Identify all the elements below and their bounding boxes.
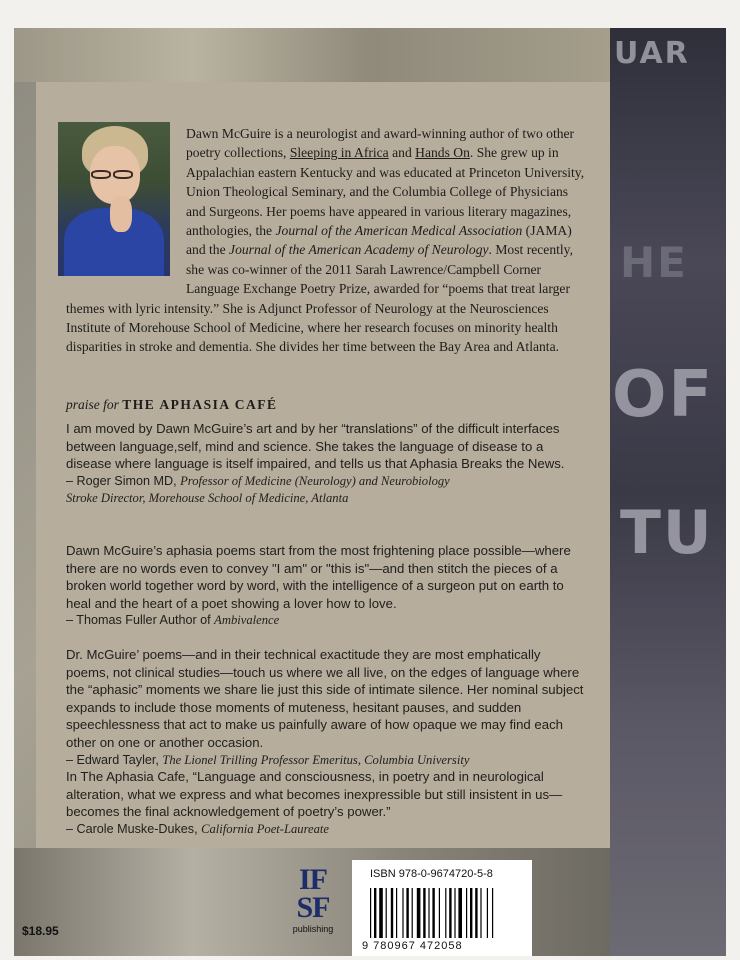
blurb-attribution-title: California Poet-Laureate	[201, 821, 330, 836]
journal-title: Journal of the American Medical Association	[275, 223, 523, 239]
blurb-text: Dr. McGuire’ poems—and in their technical exactitude they are most emphatically poems, not clinical studies—touch us where we all live, on the edges of language where the “aphasic” moments we share lie just this side of intimate silence. Her nominal subject expands to include those moments of muteness, hesitant pauses, and sudden speechlessness that act to make us painfully aware of how opaque we may find each other on one or another occasion.	[66, 647, 584, 750]
blurb-text: Dawn McGuire’s aphasia poems start from the most frightening place possible—where there are no words even to convey "I am" or "this is"—and then stitch the pieces of a broken world together word by word, with the intelligence of a surgeon put on earth to heal and the heart of a poet showing a lover how to love.	[66, 543, 571, 611]
publisher-logo	[282, 863, 344, 952]
blurb-attribution-title: The Lionel Trilling Professor Emeritus, Columbia University	[162, 752, 470, 767]
wall-letter: TU	[620, 498, 714, 568]
isbn-box	[352, 860, 532, 956]
blurb-attribution: – Roger Simon MD,	[66, 473, 181, 488]
wall-letter: OF	[612, 358, 715, 432]
bio-text: and	[388, 145, 416, 161]
book-title: Hands On	[415, 145, 470, 161]
bio-text: (JAMA) and the	[186, 223, 572, 258]
blurb-attribution: – Edward Tayler,	[66, 752, 163, 767]
praise-prefix: praise for	[66, 397, 119, 412]
isbn-label: ISBN 978-0-9674720-5-8	[370, 868, 493, 880]
wall-letter: HE	[620, 238, 688, 287]
book-title: Sleeping in Africa	[289, 145, 389, 161]
blurb-muske-dukes	[66, 768, 586, 838]
blurb-text: I am moved by Dawn McGuire’s art and by her “translations” of the difficult interfaces between language,self, mind and science. She takes the language of disease to a disease where language is itself impaired, and tells us that Aphasia Breaks the News.	[66, 421, 565, 472]
text-panel	[36, 82, 610, 848]
blurb-attribution: – Thomas Fuller Author of	[66, 613, 215, 628]
barcode	[370, 888, 520, 938]
journal-title: Journal of the American Academy of Neurology	[229, 242, 489, 258]
author-bio	[66, 124, 586, 357]
bio-text: . She grew up in Appalachian eastern Kentucky and was educated at Princeton University, Union Theological Seminary, and the Columbia College of Physicians and Surgeons. Her poems have appeared in various literary magazines, anthologies, the	[186, 145, 585, 239]
praise-title: THE APHASIA CAFÉ	[122, 397, 278, 412]
blurb-tayler	[66, 646, 586, 769]
barcode-digits: 9 780967 472058	[362, 940, 463, 952]
blurb-fuller	[66, 542, 586, 630]
book-back-cover	[14, 28, 726, 956]
blurb-attribution: – Carole Muske-Dukes,	[66, 821, 202, 836]
bio-text: . Most recently, she was co-winner of the 2011 Sarah Lawrence/Campbell Corner Language Exchange Poetry Prize, awarded for “poems that treat larger themes with lyric intensity.” She is Adjunct Professor of Neurology at the Neurosciences Institute of Morehouse School of Medicine, where her research focuses on minority health disparities in stroke and dementia. She divides her time between the Bay Area and Atlanta.	[66, 242, 573, 355]
blurb-attribution-title: Stroke Director, Morehouse School of Medicine, Atlanta	[66, 491, 349, 506]
blurb-text: In The Aphasia Cafe, “Language and consciousness, in poetry and in neurological alteration, what we express and what becomes inexpressible but still insistent in us—becomes the final acknowledgement of poetry’s power.”	[66, 769, 563, 820]
praise-heading	[66, 397, 278, 413]
wall-letter: UAR	[614, 36, 690, 71]
top-texture	[14, 28, 610, 82]
blurb-attribution-title: Professor of Medicine (Neurology) and Neurobiology	[180, 473, 450, 488]
bio-text: Dawn McGuire is a neurologist and award-winning author of two other poetry collections,	[186, 126, 575, 161]
publisher-logo-line: SF	[296, 891, 330, 924]
wall-photo	[610, 28, 726, 956]
publisher-name: publishing	[292, 924, 334, 934]
publisher-logo-line: IF	[299, 863, 327, 896]
price-label: $18.95	[22, 924, 59, 938]
blurb-simon	[66, 420, 586, 508]
blurb-attribution-title: Ambivalence	[214, 613, 280, 628]
